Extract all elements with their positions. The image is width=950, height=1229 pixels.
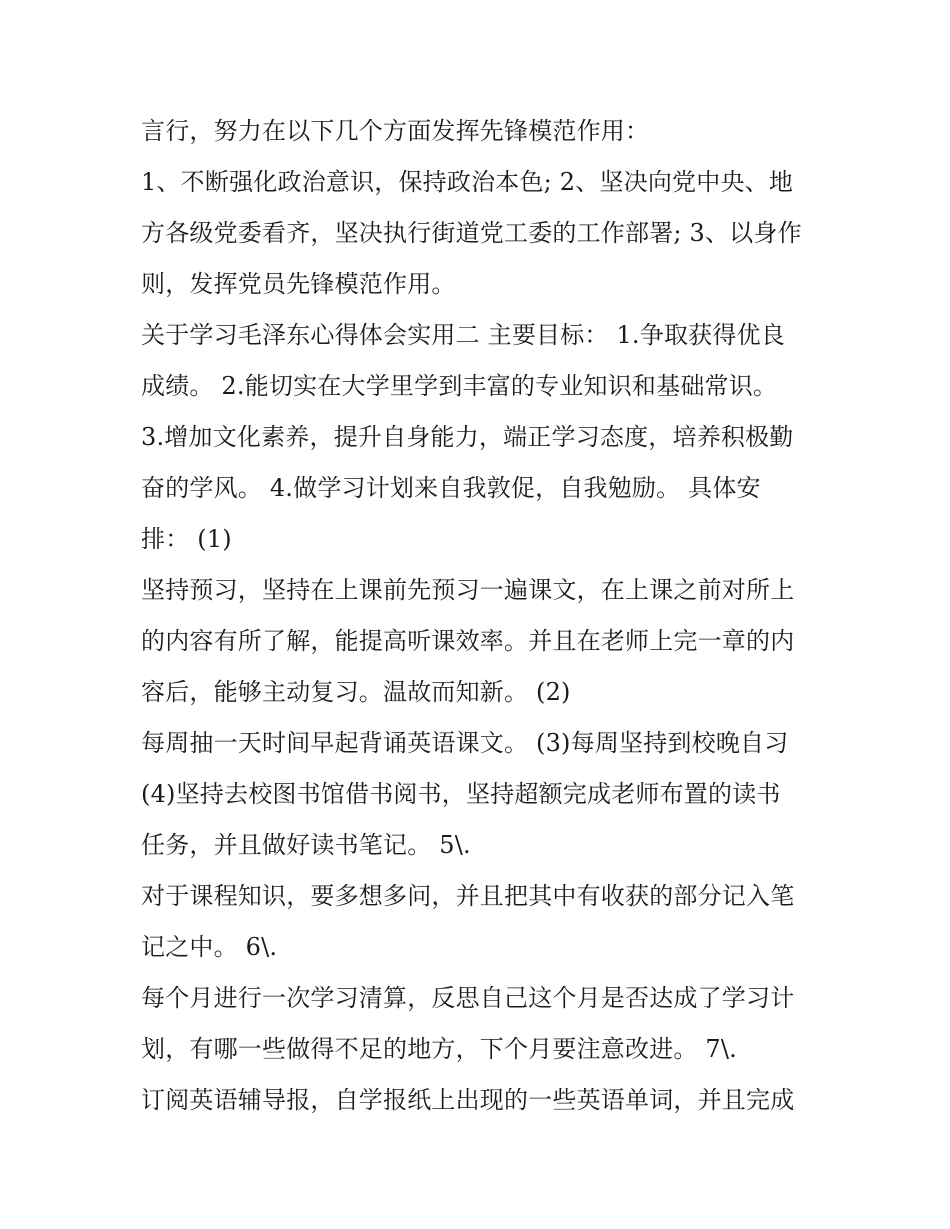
text-line: (4)坚持去校图书馆借书阅书，坚持超额完成老师布置的读书 [141, 780, 781, 808]
text-line: 关于学习毛泽东心得体会实用二 主要目标： 1.争取获得优良 [141, 321, 785, 349]
text-line: 言行，努力在以下几个方面发挥先锋模范作用： [141, 117, 650, 145]
text-line: 对于课程知识，要多想多问，并且把其中有收获的部分记入笔 [141, 882, 795, 910]
text-line: 排： (1) [141, 525, 232, 553]
text-line: 订阅英语辅导报，自学报纸上出现的一些英语单词，并且完成 [141, 1086, 795, 1114]
text-line: 每周抽一天时间早起背诵英语课文。 (3)每周坚持到校晚自习 [141, 729, 789, 757]
text-line: 奋的学风。 4.做学习计划来自我敦促，自我勉励。 具体安 [141, 474, 761, 502]
text-line: 则，发挥党员先锋模范作用。 [141, 270, 456, 298]
text-line: 划，有哪一些做得不足的地方，下个月要注意改进。 7\. [141, 1035, 738, 1063]
text-line: 坚持预习，坚持在上课前先预习一遍课文，在上课之前对所上 [141, 576, 795, 604]
text-line: 每个月进行一次学习清算，反思自己这个月是否达成了学习计 [141, 984, 795, 1012]
document-body [141, 106, 821, 1126]
text-line: 记之中。 6\. [141, 933, 278, 961]
text-line: 方各级党委看齐，坚决执行街道党工委的工作部署; 3、以身作 [141, 219, 802, 247]
text-line: 3.增加文化素养，提升自身能力，端正学习态度，培养积极勤 [141, 423, 794, 451]
text-line: 的内容有所了解，能提高听课效率。并且在老师上完一章的内 [141, 627, 795, 655]
text-line: 任务，并且做好读书笔记。 5\. [141, 831, 471, 859]
text-line: 1、不断强化政治意识，保持政治本色; 2、坚决向党中央、地 [141, 168, 794, 196]
text-line: 容后，能够主动复习。温故而知新。 (2) [141, 678, 571, 706]
text-line: 成绩。 2.能切实在大学里学到丰富的专业知识和基础常识。 [141, 372, 778, 400]
